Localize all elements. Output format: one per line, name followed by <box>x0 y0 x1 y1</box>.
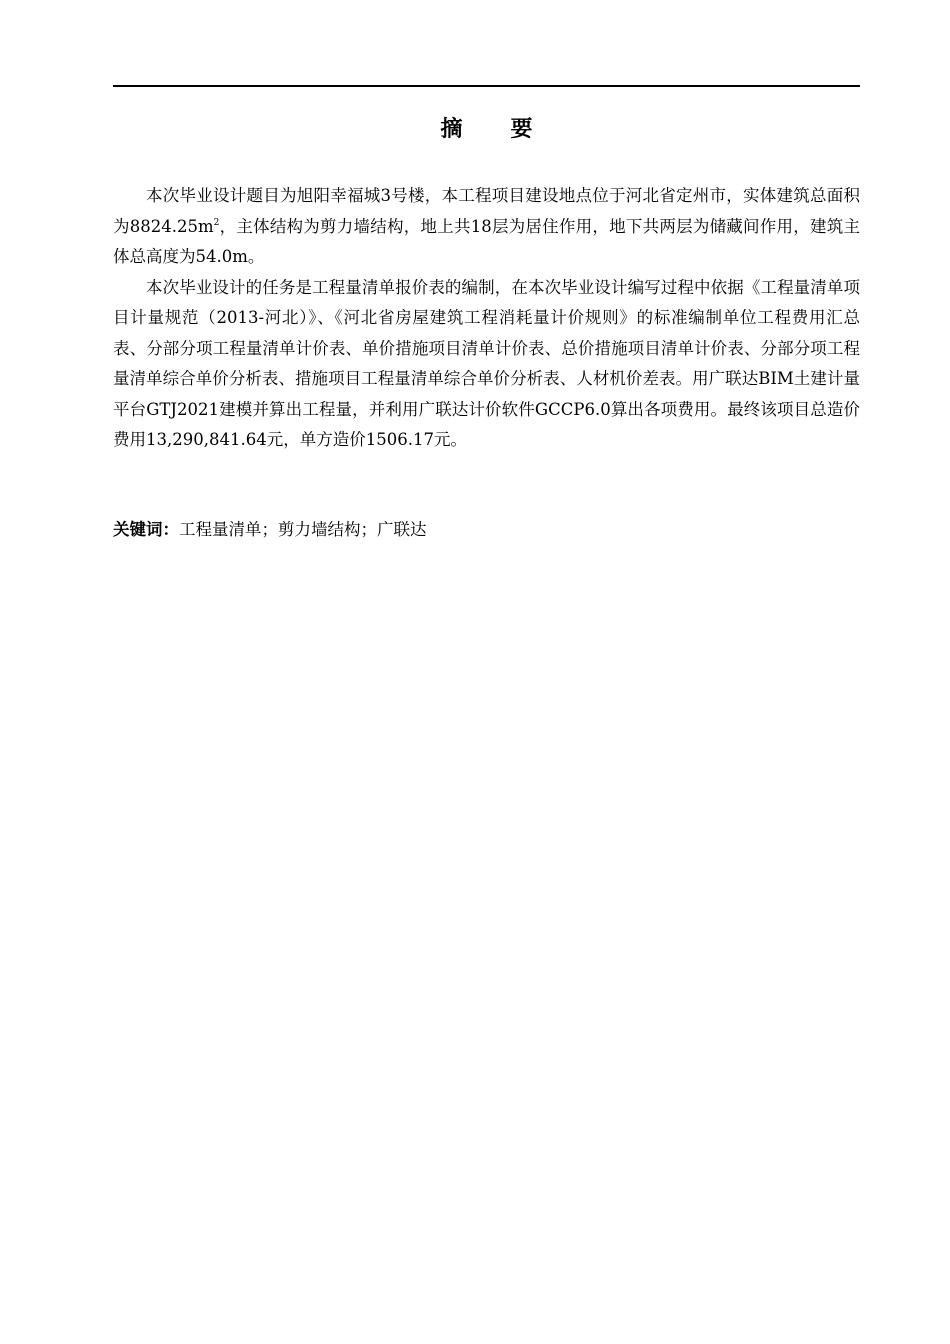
abstract-paragraph-2: 本次毕业设计的任务是工程量清单报价表的编制，在本次毕业设计编写过程中依据《工程量清单项目计量规范（2013-河北）》、《河北省房屋建筑工程消耗量计价规则》的标准编制单位工程费用汇总表、分部分项工程量清单计价表、单价措施项目清单计价表、总价措施项目清单计价表、分部分项工程量清单综合单价分析表、措施项目工程量清单综合单价分析表、人材机价差表。用广联达BIM土建计量平台GTJ2021建模并算出工程量，并利用广联达计价软件GCCP6.0算出各项费用。最终该项目总造价费用13,290,841.64元，单方造价1506.17元。 <box>113 277 860 449</box>
abstract-title <box>113 114 860 146</box>
keywords-label: 关键词： <box>113 520 179 539</box>
title-char-2: 要 <box>510 117 533 142</box>
abstract-body <box>113 181 860 456</box>
abstract-paragraph-1 <box>113 181 860 273</box>
header-rule <box>113 85 860 87</box>
paragraph-1-text-cont: ，主体结构为剪力墙结构，地上共18层为居住作用，地下共两层为储藏间作用，建筑主体总高度为54.0m。 <box>113 216 860 266</box>
keywords-value: 工程量清单；剪力墙结构；广联达 <box>179 520 427 539</box>
paragraph-1-text: 本次毕业设计题目为旭阳幸福城3号楼，本工程项目建设地点位于河北省定州市，实体建筑总面积为8824.25m <box>113 186 860 236</box>
keywords-line <box>113 515 860 545</box>
area-unit-superscript: 2 <box>213 217 220 228</box>
title-char-1: 摘 <box>440 117 463 142</box>
